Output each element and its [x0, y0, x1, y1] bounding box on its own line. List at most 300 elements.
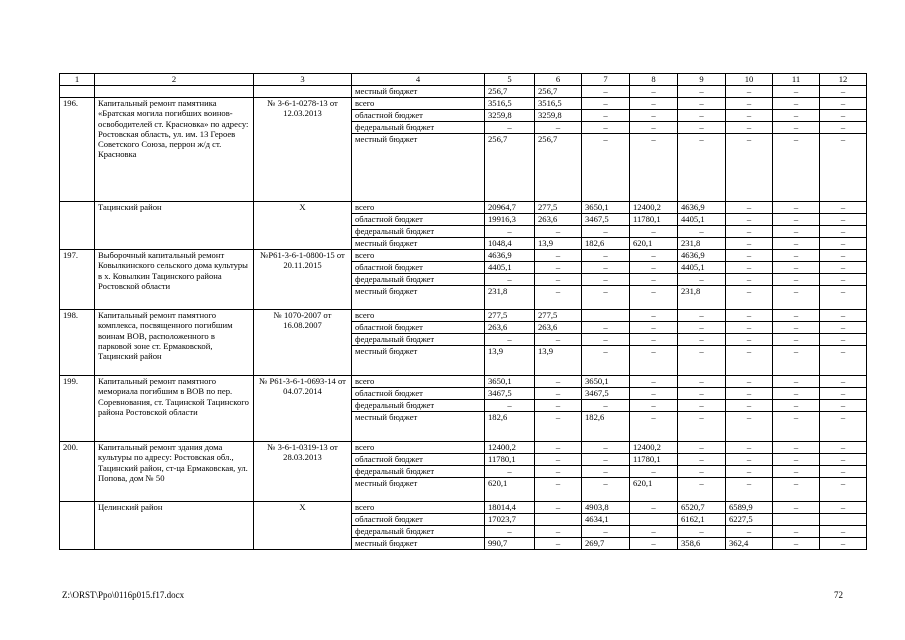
- table-cell: –: [678, 274, 726, 286]
- table-cell: –: [820, 214, 867, 226]
- table-cell: –: [582, 274, 630, 286]
- table-cell: –: [535, 274, 582, 286]
- table-cell: местный бюджет: [352, 286, 485, 310]
- table-cell: –: [773, 214, 820, 226]
- document-table: [59, 73, 867, 550]
- table-cell: 1048,4: [485, 238, 535, 250]
- table-cell: –: [820, 388, 867, 400]
- table-cell: федеральный бюджет: [352, 334, 485, 346]
- table-cell: –: [773, 310, 820, 322]
- table-cell: –: [678, 346, 726, 376]
- table-cell: –: [773, 286, 820, 310]
- table-cell: 197.: [60, 250, 95, 310]
- table-cell: –: [678, 412, 726, 442]
- table-cell: [582, 310, 630, 322]
- table-cell: 11780,1: [630, 454, 678, 466]
- table-cell: 13,9: [535, 346, 582, 376]
- table-cell: –: [726, 250, 773, 262]
- table-cell: –: [726, 122, 773, 134]
- table-cell: 6162,1: [678, 514, 726, 526]
- table-cell: 196.: [60, 98, 95, 202]
- table-cell: –: [630, 376, 678, 388]
- table-cell: –: [773, 262, 820, 274]
- table-cell: –: [773, 376, 820, 388]
- table-cell: –: [678, 134, 726, 202]
- column-number: 6: [535, 74, 582, 86]
- table-cell: –: [582, 110, 630, 122]
- table-cell: –: [678, 310, 726, 322]
- table-cell: –: [535, 226, 582, 238]
- table-cell: 4405,1: [678, 214, 726, 226]
- table-cell: областной бюджет: [352, 262, 485, 274]
- table-cell: –: [726, 322, 773, 334]
- table-cell: [95, 86, 254, 98]
- table-cell: –: [630, 110, 678, 122]
- table-cell: 3650,1: [485, 376, 535, 388]
- table-cell: –: [820, 322, 867, 334]
- table-cell: 263,6: [485, 322, 535, 334]
- table-cell: –: [678, 334, 726, 346]
- table-cell: –: [773, 322, 820, 334]
- table-cell: № 3-6-1-0278-13 от 12.03.2013: [254, 98, 352, 202]
- table-cell: –: [820, 134, 867, 202]
- table-cell: 13,9: [485, 346, 535, 376]
- table-cell: 620,1: [485, 478, 535, 502]
- table-cell: [60, 502, 95, 550]
- table-cell: –: [678, 226, 726, 238]
- table-cell: –: [582, 286, 630, 310]
- table-cell: 182,6: [582, 238, 630, 250]
- table-cell: –: [773, 478, 820, 502]
- table-cell: –: [726, 412, 773, 442]
- table-cell: Капитальный ремонт памятного комплекса, посвященного погибшим воинам ВОВ, расположенного в парковой зоне ст. Ермаковской, Тацинский район: [95, 310, 254, 376]
- table-cell: –: [773, 346, 820, 376]
- table-cell: 362,4: [726, 538, 773, 550]
- table-cell: 3516,5: [485, 98, 535, 110]
- table-cell: –: [820, 238, 867, 250]
- table-cell: –: [630, 400, 678, 412]
- table-cell: –: [582, 98, 630, 110]
- table-cell: –: [726, 478, 773, 502]
- table-cell: –: [630, 526, 678, 538]
- table-cell: 277,5: [535, 202, 582, 214]
- table-row-entry-198: [60, 310, 867, 322]
- table-cell: –: [582, 86, 630, 98]
- table-cell: –: [773, 388, 820, 400]
- column-number: 5: [485, 74, 535, 86]
- table-cell: 263,6: [535, 214, 582, 226]
- table-cell: –: [582, 334, 630, 346]
- table-cell: –: [678, 122, 726, 134]
- table-cell: 3259,8: [535, 110, 582, 122]
- table-cell: –: [773, 442, 820, 454]
- table-cell: –: [820, 310, 867, 322]
- table-cell: –: [820, 334, 867, 346]
- table-cell: [535, 514, 582, 526]
- table-cell: местный бюджет: [352, 478, 485, 502]
- table-cell: всего: [352, 98, 485, 110]
- table-cell: 19916,3: [485, 214, 535, 226]
- table-cell: –: [630, 538, 678, 550]
- table-cell: –: [582, 466, 630, 478]
- table-cell: –: [485, 226, 535, 238]
- table-cell: –: [582, 526, 630, 538]
- table-cell: –: [535, 122, 582, 134]
- column-number: 3: [254, 74, 352, 86]
- table-cell: областной бюджет: [352, 214, 485, 226]
- table-cell: 4636,9: [678, 250, 726, 262]
- table-cell: –: [820, 478, 867, 502]
- table-cell: –: [820, 86, 867, 98]
- table-cell: 200.: [60, 442, 95, 502]
- table-cell: –: [535, 526, 582, 538]
- table-cell: –: [773, 134, 820, 202]
- table-cell: –: [820, 454, 867, 466]
- table-cell: –: [630, 86, 678, 98]
- table-cell: –: [726, 346, 773, 376]
- table-cell: всего: [352, 310, 485, 322]
- table-cell: –: [820, 412, 867, 442]
- table-cell: 231,8: [678, 286, 726, 310]
- table-cell: –: [726, 238, 773, 250]
- table-cell: –: [820, 466, 867, 478]
- table-cell: –: [726, 466, 773, 478]
- table-cell: –: [773, 502, 820, 514]
- table-row-entry-200: [60, 442, 867, 454]
- table-cell: –: [678, 454, 726, 466]
- table-cell: –: [535, 286, 582, 310]
- table-cell: –: [820, 442, 867, 454]
- table-cell: 256,7: [535, 86, 582, 98]
- table-cell: [60, 202, 95, 250]
- table-cell: –: [726, 286, 773, 310]
- table-cell: –: [773, 334, 820, 346]
- table-cell: –: [773, 202, 820, 214]
- table-cell: –: [630, 322, 678, 334]
- table-cell: 4405,1: [485, 262, 535, 274]
- table-cell: –: [726, 262, 773, 274]
- table-cell: –: [535, 502, 582, 514]
- table-cell: –: [726, 202, 773, 214]
- table-cell: Выборочный капитальный ремонт Ковылкинского сельского дома культуры в х. Ковылкин Тацинского района Ростовской области: [95, 250, 254, 310]
- table-cell: –: [726, 334, 773, 346]
- table-cell: –: [582, 442, 630, 454]
- table-cell: –: [678, 322, 726, 334]
- table-cell: –: [582, 454, 630, 466]
- table-cell: –: [726, 388, 773, 400]
- table-cell: –: [726, 376, 773, 388]
- table-cell: 3467,5: [582, 214, 630, 226]
- table-cell: № 3-6-1-0319-13 от 28.03.2013: [254, 442, 352, 502]
- table-cell: –: [582, 122, 630, 134]
- table-cell: –: [485, 526, 535, 538]
- table-cell: –: [630, 98, 678, 110]
- table-cell: всего: [352, 442, 485, 454]
- table-cell: –: [820, 538, 867, 550]
- table-cell: –: [820, 250, 867, 262]
- table-cell: областной бюджет: [352, 110, 485, 122]
- table-cell: № Р61-3-6-1-0693-14 от 04.07.2014: [254, 376, 352, 442]
- table-cell: –: [678, 86, 726, 98]
- table-cell: –: [535, 466, 582, 478]
- table-row-entry-197: [60, 250, 867, 262]
- table-cell: –: [726, 134, 773, 202]
- table-cell: –: [773, 454, 820, 466]
- table-cell: 620,1: [630, 478, 678, 502]
- table-cell: –: [535, 454, 582, 466]
- table-cell: –: [582, 400, 630, 412]
- table-cell: –: [820, 502, 867, 514]
- table-cell: 20964,7: [485, 202, 535, 214]
- table-cell: –: [485, 122, 535, 134]
- table-cell: –: [678, 388, 726, 400]
- table-cell: –: [535, 412, 582, 442]
- table-cell: 4634,1: [582, 514, 630, 526]
- table-cell: областной бюджет: [352, 388, 485, 400]
- table-row-continuation-row: [60, 86, 867, 98]
- table-cell: 256,7: [485, 86, 535, 98]
- page-number: 72: [834, 590, 843, 600]
- table-cell: 3650,1: [582, 202, 630, 214]
- table-cell: 6520,7: [678, 502, 726, 514]
- column-header-row: [60, 74, 867, 86]
- table-row-entry-196: [60, 98, 867, 110]
- table-cell: –: [773, 226, 820, 238]
- table-cell: –: [485, 400, 535, 412]
- table-cell: –: [535, 250, 582, 262]
- table-cell: –: [820, 202, 867, 214]
- table-cell: –: [773, 274, 820, 286]
- table-cell: –: [820, 110, 867, 122]
- table-cell: всего: [352, 250, 485, 262]
- table-cell: –: [726, 310, 773, 322]
- table-cell: 269,7: [582, 538, 630, 550]
- table-row-district-tselinsky: [60, 502, 867, 514]
- column-number: 10: [726, 74, 773, 86]
- column-number: 9: [678, 74, 726, 86]
- table-cell: всего: [352, 202, 485, 214]
- table-cell: –: [535, 478, 582, 502]
- table-cell: –: [773, 98, 820, 110]
- table-cell: Капитальный ремонт памятника «Братская могила погибших воинов-освободителей ст. Красновка» по адресу: Ростовская область, ул. им. 13 Героев Советского Союза, перрон ж/д ст. Красновка: [95, 98, 254, 202]
- table-cell: 256,7: [535, 134, 582, 202]
- column-number: 8: [630, 74, 678, 86]
- table-cell: –: [630, 262, 678, 274]
- table-cell: местный бюджет: [352, 538, 485, 550]
- table-cell: –: [726, 214, 773, 226]
- table-cell: –: [630, 226, 678, 238]
- table-cell: местный бюджет: [352, 134, 485, 202]
- table-cell: –: [726, 442, 773, 454]
- table-cell: –: [535, 334, 582, 346]
- table-cell: 6589,9: [726, 502, 773, 514]
- table-cell: областной бюджет: [352, 454, 485, 466]
- table-cell: –: [678, 400, 726, 412]
- table-cell: –: [820, 274, 867, 286]
- column-number: 1: [60, 74, 95, 86]
- table-cell: –: [678, 98, 726, 110]
- table-cell: –: [678, 526, 726, 538]
- table-cell: федеральный бюджет: [352, 226, 485, 238]
- table-cell: 3467,5: [485, 388, 535, 400]
- table-cell: 277,5: [485, 310, 535, 322]
- table-cell: федеральный бюджет: [352, 526, 485, 538]
- table-cell: областной бюджет: [352, 514, 485, 526]
- table-cell: –: [678, 442, 726, 454]
- table-cell: –: [582, 134, 630, 202]
- table-cell: –: [582, 322, 630, 334]
- table-cell: –: [535, 400, 582, 412]
- table-cell: –: [485, 466, 535, 478]
- table-cell: –: [773, 526, 820, 538]
- table-cell: 231,8: [485, 286, 535, 310]
- table-cell: –: [630, 412, 678, 442]
- table-cell: –: [630, 310, 678, 322]
- table-cell: –: [726, 226, 773, 238]
- table-cell: –: [535, 442, 582, 454]
- table-cell: 990,7: [485, 538, 535, 550]
- column-number: 12: [820, 74, 867, 86]
- table-cell: 4903,8: [582, 502, 630, 514]
- table-cell: 358,6: [678, 538, 726, 550]
- table-cell: –: [630, 334, 678, 346]
- table-cell: –: [820, 526, 867, 538]
- table-cell: 12400,2: [630, 202, 678, 214]
- table-row-district-tatsinsky: [60, 202, 867, 214]
- table-cell: [254, 86, 352, 98]
- table-cell: –: [630, 274, 678, 286]
- table-cell: 256,7: [485, 134, 535, 202]
- table-cell: федеральный бюджет: [352, 274, 485, 286]
- table-cell: 12400,2: [630, 442, 678, 454]
- table-cell: –: [582, 250, 630, 262]
- table-cell: –: [630, 346, 678, 376]
- table-cell: 198.: [60, 310, 95, 376]
- table-cell: –: [820, 98, 867, 110]
- table-cell: № 1070-2007 от 16.08.2007: [254, 310, 352, 376]
- table-cell: –: [582, 226, 630, 238]
- table-cell: –: [820, 376, 867, 388]
- table-cell: –: [773, 86, 820, 98]
- table-cell: –: [773, 122, 820, 134]
- table-cell: местный бюджет: [352, 412, 485, 442]
- table-cell: Капитальный ремонт здания дома культуры по адресу: Ростовская обл., Тацинский район, ст-ца Ермаковская, ул. Попова, дом № 50: [95, 442, 254, 502]
- table-cell: –: [726, 274, 773, 286]
- table-cell: –: [678, 478, 726, 502]
- table-cell: 3516,5: [535, 98, 582, 110]
- table-cell: 11780,1: [485, 454, 535, 466]
- table-cell: 4636,9: [678, 202, 726, 214]
- table-cell: местный бюджет: [352, 238, 485, 250]
- table-cell: –: [726, 110, 773, 122]
- table-row-entry-199: [60, 376, 867, 388]
- table-cell: 620,1: [630, 238, 678, 250]
- table-cell: –: [485, 274, 535, 286]
- table-cell: –: [630, 122, 678, 134]
- table-cell: –: [726, 400, 773, 412]
- table-cell: 6227,5: [726, 514, 773, 526]
- table-cell: [60, 86, 95, 98]
- table-cell: 231,8: [678, 238, 726, 250]
- table-cell: [773, 514, 820, 526]
- table-cell: –: [820, 262, 867, 274]
- table-cell: –: [535, 538, 582, 550]
- table-cell: –: [485, 334, 535, 346]
- table-cell: –: [535, 388, 582, 400]
- table-cell: –: [773, 466, 820, 478]
- footer-file-path: Z:\ORST\Ppo\0116p015.f17.docx: [62, 590, 185, 600]
- column-number: 4: [352, 74, 485, 86]
- table-cell: –: [630, 502, 678, 514]
- table-cell: №Р61-3-6-1-0800-15 от 20.11.2015: [254, 250, 352, 310]
- table-cell: федеральный бюджет: [352, 466, 485, 478]
- table-cell: местный бюджет: [352, 86, 485, 98]
- table-cell: 17023,7: [485, 514, 535, 526]
- table-cell: –: [726, 454, 773, 466]
- table-cell: 3467,5: [582, 388, 630, 400]
- table-cell: 182,6: [582, 412, 630, 442]
- table-cell: –: [630, 388, 678, 400]
- table-cell: –: [630, 286, 678, 310]
- table-cell: 277,5: [535, 310, 582, 322]
- table-cell: –: [820, 122, 867, 134]
- table-cell: 199.: [60, 376, 95, 442]
- table-cell: –: [678, 110, 726, 122]
- table-cell: –: [773, 412, 820, 442]
- table-cell: всего: [352, 502, 485, 514]
- table-cell: –: [773, 538, 820, 550]
- table-cell: всего: [352, 376, 485, 388]
- table-cell: Х: [254, 502, 352, 550]
- table-cell: 3259,8: [485, 110, 535, 122]
- table-cell: 12400,2: [485, 442, 535, 454]
- table-cell: 11780,1: [630, 214, 678, 226]
- table-cell: –: [726, 86, 773, 98]
- column-number: 11: [773, 74, 820, 86]
- table-cell: –: [582, 346, 630, 376]
- table-cell: –: [773, 250, 820, 262]
- table-cell: –: [820, 226, 867, 238]
- table-cell: –: [726, 98, 773, 110]
- table-cell: –: [820, 400, 867, 412]
- table-cell: 3650,1: [582, 376, 630, 388]
- table-cell: местный бюджет: [352, 346, 485, 376]
- table-cell: –: [535, 376, 582, 388]
- table-cell: –: [773, 238, 820, 250]
- table-cell: Тацинский район: [95, 202, 254, 250]
- table-cell: 182,6: [485, 412, 535, 442]
- table-cell: [630, 514, 678, 526]
- table-cell: областной бюджет: [352, 322, 485, 334]
- table-cell: [820, 514, 867, 526]
- table-cell: 18014,4: [485, 502, 535, 514]
- table-cell: –: [678, 466, 726, 478]
- table-cell: –: [582, 478, 630, 502]
- table-cell: –: [630, 466, 678, 478]
- table-cell: 263,6: [535, 322, 582, 334]
- table-cell: –: [773, 400, 820, 412]
- table-cell: Х: [254, 202, 352, 250]
- table-cell: Целинский район: [95, 502, 254, 550]
- table-cell: 13,9: [535, 238, 582, 250]
- table-cell: Капитальный ремонт памятного мемориала погибшим в ВОВ по пер. Соревнования, ст. Тацинской Тацинского района Ростовской области: [95, 376, 254, 442]
- table-cell: –: [678, 376, 726, 388]
- table-cell: –: [535, 262, 582, 274]
- table-cell: –: [630, 250, 678, 262]
- column-number: 2: [95, 74, 254, 86]
- table-cell: 4636,9: [485, 250, 535, 262]
- table-cell: –: [820, 286, 867, 310]
